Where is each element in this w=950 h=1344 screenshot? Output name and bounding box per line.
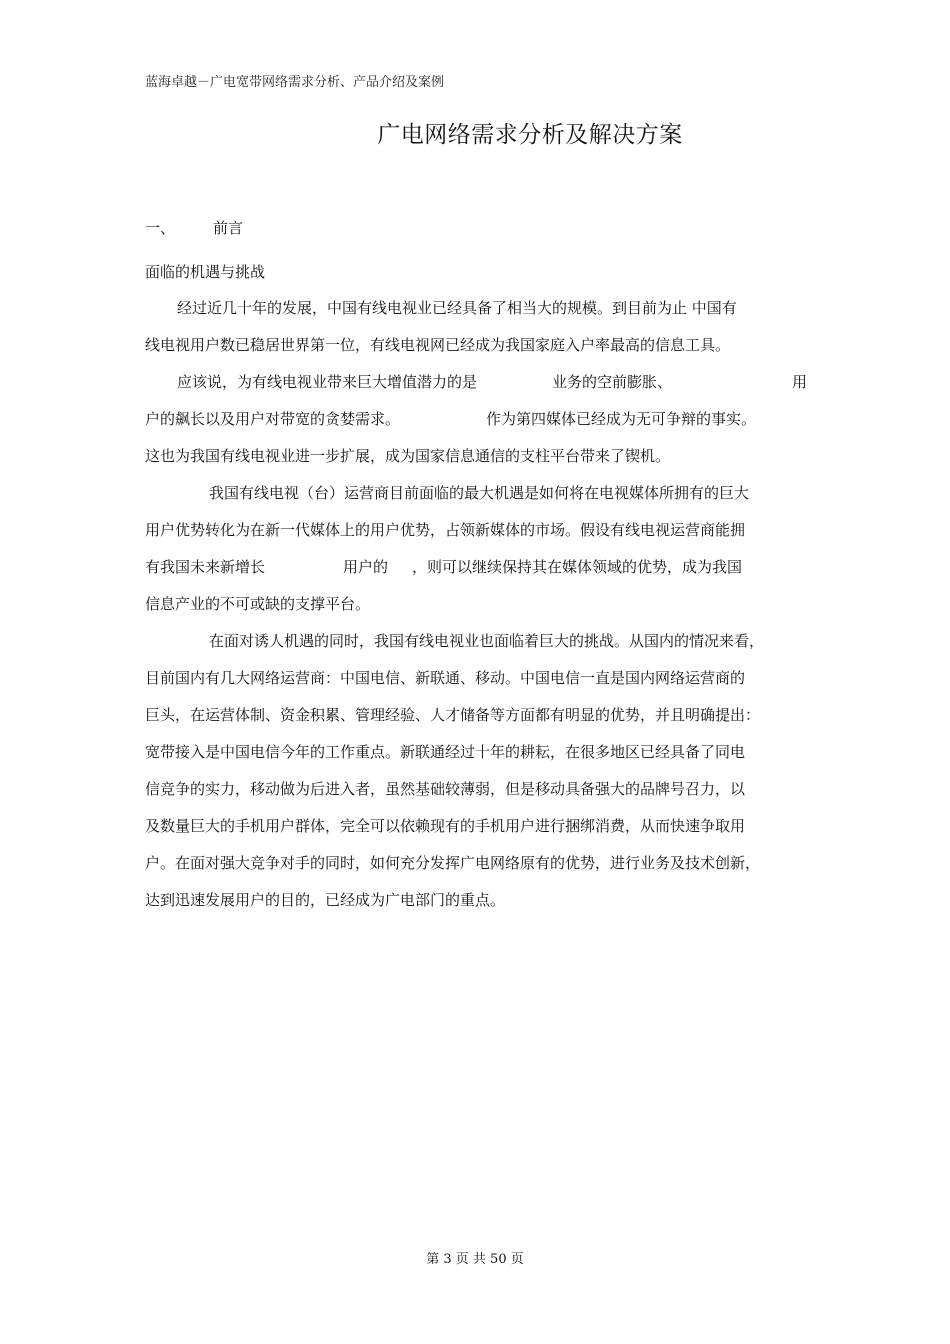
text-line [145, 475, 807, 512]
section-label: 前言 [213, 219, 244, 237]
text-segment: 在面对诱人机遇的同时，我国有线电视业也面临着巨大的挑战。从国内的情况来看， [209, 632, 765, 650]
body-text [145, 290, 807, 919]
paragraph-3 [145, 475, 807, 623]
text-segment: 业务的空前膨胀、 [552, 373, 673, 391]
text-segment: 户。在面对强大竞争对手的同时，如何充分发挥广电网络原有的优势，进行业务及技术创新， [145, 854, 761, 872]
text-segment: 用户优势转化为在新一代媒体上的用户优势，占领新媒体的市场。假设有线电视运营商能拥 [145, 521, 746, 539]
section-number: 一、 [145, 219, 176, 237]
text-line [145, 512, 807, 549]
section-heading [145, 217, 243, 238]
running-header: 蓝海卓越－广电宽带网络需求分析、产品介绍及案例 [145, 75, 445, 90]
text-segment: 作为第四媒体已经成为无可争辩的事实。 [486, 410, 757, 428]
text-line [145, 623, 807, 660]
text-line [145, 364, 807, 401]
text-segment: 信息产业的不可或缺的支撑平台。 [145, 595, 371, 613]
text-segment: 巨头，在运营体制、资金积累、管理经验、人才储备等方面都有明显的优势，并且明确提出： [145, 706, 761, 724]
text-line [145, 549, 807, 586]
text-segment: 达到迅速发展用户的目的，已经成为广电部门的重点。 [145, 891, 506, 909]
text-segment: 及数量巨大的手机用户群体，完全可以依赖现有的手机用户进行捆绑消费，从而快速争取用 [145, 817, 746, 835]
text-line [145, 586, 807, 623]
text-segment: 这也为我国有线电视业进一步扩展，成为国家信息通信的支柱平台带来了锲机。 [145, 447, 671, 465]
text-line [145, 660, 807, 697]
text-segment: 经过近几十年的发展，中国有线电视业已经具备了相当大的规模。到目前为止 中国有 [177, 299, 737, 317]
text-line [145, 845, 807, 882]
text-segment: 目前国内有几大网络运营商：中国电信、新联通、移动。中国电信一直是国内网络运营商的 [145, 669, 746, 687]
text-segment: 户的飙长以及用户对带宽的贪婪需求。 [145, 410, 401, 428]
paragraph-4 [145, 623, 807, 919]
text-segment: 有我国未来新增长 [145, 558, 266, 576]
document-title: 广电网络需求分析及解决方案 [377, 122, 683, 148]
text-line [145, 290, 807, 327]
text-segment: 线电视用户数已稳居世界第一位，有线电视网已经成为我国家庭入户率最高的信息工具。 [145, 336, 731, 354]
subheading: 面临的机遇与挑战 [145, 263, 266, 281]
text-segment: ，则可以继续保持其在媒体领域的优势，成为我国 [412, 558, 743, 576]
page-footer: 第 3 页 共 50 页 [426, 1252, 524, 1267]
text-segment: 用户的 [343, 558, 389, 576]
paragraph-1 [145, 290, 807, 364]
text-line [145, 327, 807, 364]
text-line [145, 401, 807, 438]
text-segment: 用 [791, 373, 807, 391]
text-line [145, 808, 807, 845]
text-segment: 宽带接入是中国电信今年的工作重点。新联通经过十年的耕耘，在很多地区已经具备了同电 [145, 743, 746, 761]
paragraph-2 [145, 364, 807, 475]
text-line [145, 438, 807, 475]
text-line [145, 697, 807, 734]
text-line [145, 882, 807, 919]
text-line [145, 771, 807, 808]
text-line [145, 734, 807, 771]
text-segment: 信竞争的实力，移动做为后进入者，虽然基础较薄弱，但是移动具备强大的品牌号召力，以 [145, 780, 746, 798]
text-segment: 我国有线电视（台）运营商目前面临的最大机遇是如何将在电视媒体所拥有的巨大 [209, 484, 750, 502]
text-segment: 应该说，为有线电视业带来巨大增值潜力的是 [177, 373, 478, 391]
